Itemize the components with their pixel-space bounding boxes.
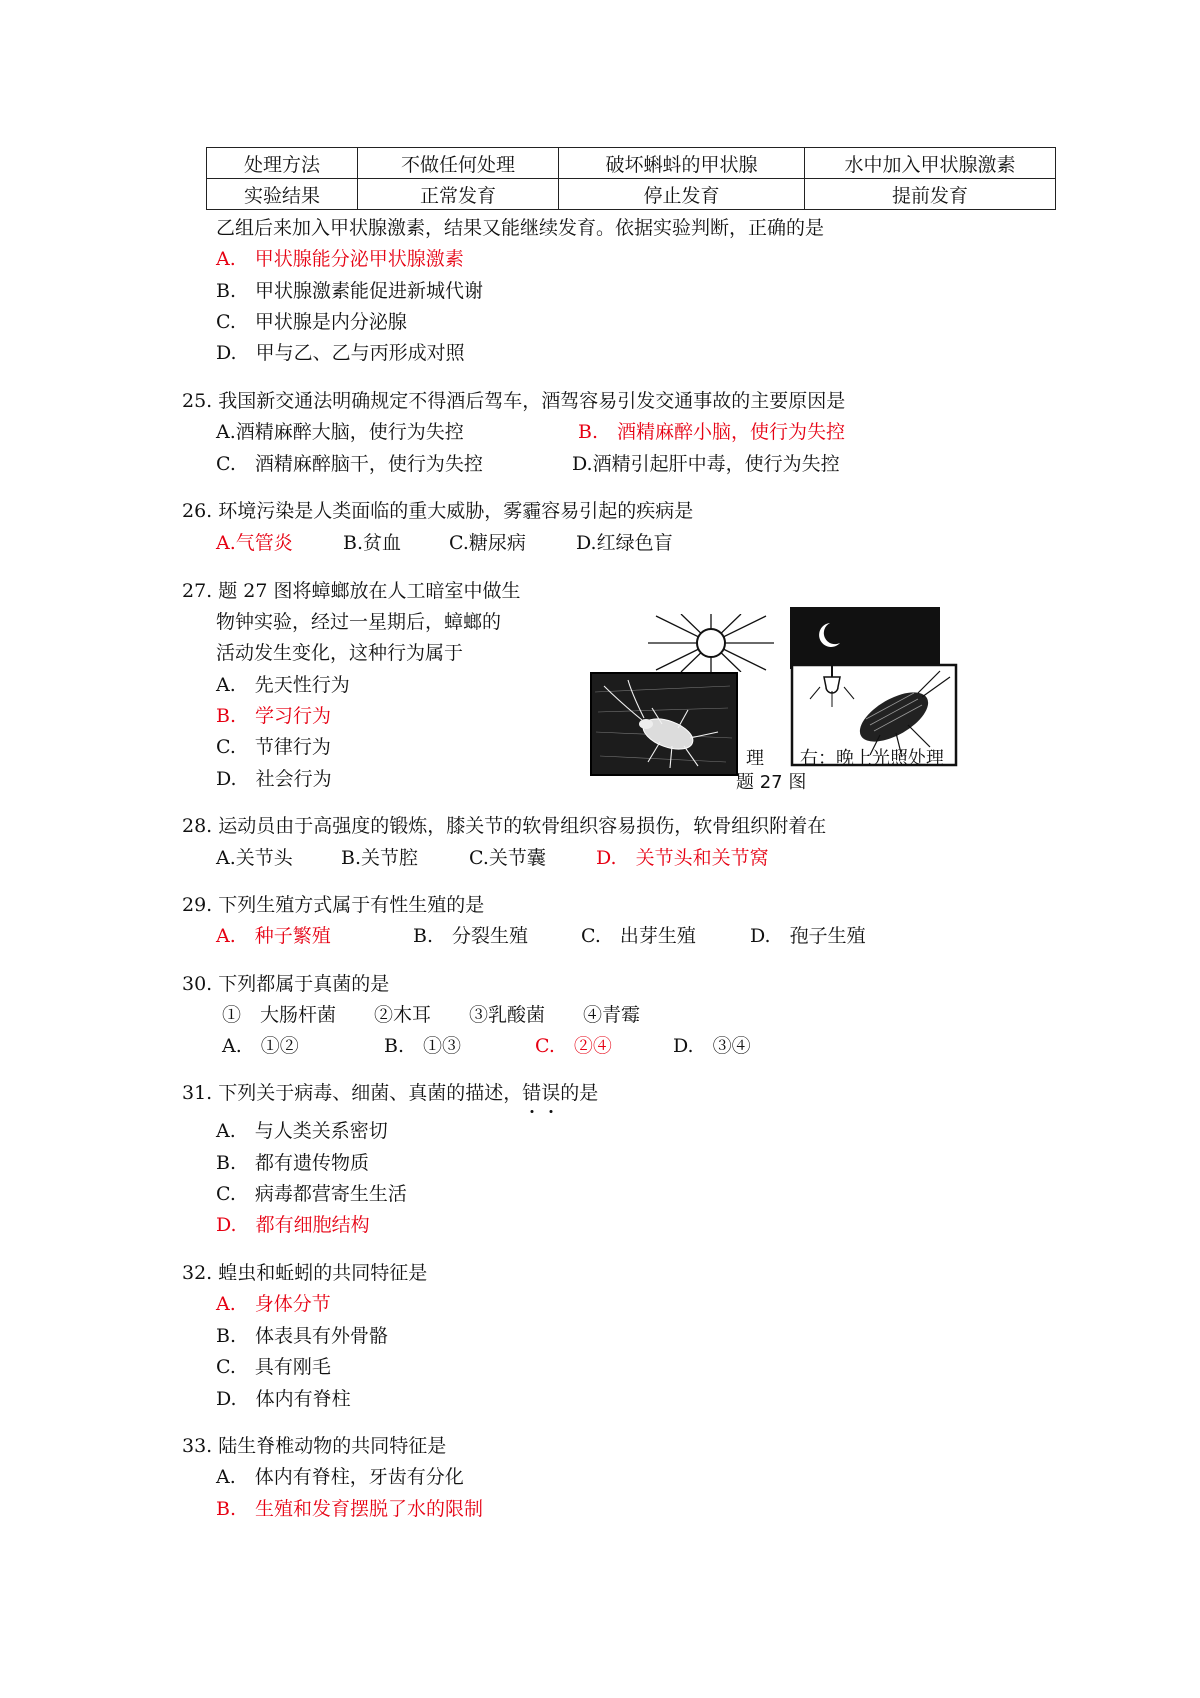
q27-option-d: D. 社会行为 [216,768,332,790]
q24-stem: 乙组后来加入甲状腺激素，结果又能继续发育。依据实验判断，正确的是 [216,217,825,239]
q26-option-c: C.糖尿病 [449,532,526,554]
q31-stem-post: 的是 [560,1082,599,1104]
q25-option-d: D.酒精引起肝中毒，使行为失控 [572,453,840,475]
q26-option-a: A.气管炎 [216,532,293,554]
q31-stem-emphasis-2: 误 [541,1082,561,1104]
q25-option-c: C. 酒精麻醉脑干，使行为失控 [216,453,483,475]
table-cell: 停止发育 [559,179,805,210]
experiment-table [206,147,1056,210]
q26-option-b: B.贫血 [343,532,402,554]
q33-option-a: A. 体内有脊柱，牙齿有分化 [216,1466,464,1488]
table-cell: 破坏蝌蚪的甲状腺 [559,148,805,179]
q30-option-c: C. ②④ [535,1035,612,1057]
table-cell: 提前发育 [805,179,1056,210]
q31-stem-emphasis-1: 错 [522,1082,542,1104]
q32-option-b: B. 体表具有外骨骼 [216,1325,389,1347]
q30-stem: 30. 下列都属于真菌的是 [182,973,390,995]
q33-stem: 33. 陆生脊椎动物的共同特征是 [182,1435,447,1457]
table-cell: 处理方法 [207,148,358,179]
table-row [207,179,1056,210]
q29-option-d: D. 孢子生殖 [750,925,866,947]
table-cell: 实验结果 [207,179,358,210]
q28-option-b: B.关节腔 [341,847,419,869]
figure-partial-label-right: 右：晚上光照处理 [800,748,944,769]
q26-stem: 26. 环境污染是人类面临的重大威胁，雾霾容易引起的疾病是 [182,500,694,522]
q31-stem-pre: 31. 下列关于病毒、细菌、真菌的描述， [182,1082,523,1104]
q27-option-c: C. 节律行为 [216,736,331,758]
q25-option-a: A.酒精麻醉大脑，使行为失控 [216,421,464,443]
q29-option-a: A. 种子繁殖 [216,925,331,947]
q28-option-c: C.关节囊 [469,847,546,869]
table-cell: 水中加入甲状腺激素 [805,148,1056,179]
q29-option-b: B. 分裂生殖 [413,925,529,947]
q27-option-b: B. 学习行为 [216,705,332,727]
table-row [207,148,1056,179]
figure-partial-label-left: 理 [746,748,764,769]
q32-option-c: C. 具有刚毛 [216,1356,331,1378]
q31-option-c: C. 病毒都营寄生生活 [216,1183,407,1205]
q30-option-d: D. ③④ [673,1035,751,1057]
q24-option-b: B. 甲状腺激素能促进新城代谢 [216,280,484,302]
cockroach-light-image [790,607,958,767]
q25-option-b: B. 酒精麻醉小脑，使行为失控 [578,421,846,443]
q31-stem [182,1080,598,1106]
q30-items: ① 大肠杆菌 ②木耳 ③乳酸菌 ④青霉 [222,1004,641,1026]
q27-option-a: A. 先天性行为 [216,674,350,696]
q31-option-a: A. 与人类关系密切 [216,1120,388,1142]
q27-stem-line1: 27. 题 27 图将蟑螂放在人工暗室中做生 [182,580,521,602]
q30-option-a: A. ①② [222,1035,299,1057]
figure-caption: 题 27 图 [736,772,807,793]
q25-stem: 25. 我国新交通法明确规定不得酒后驾车，酒驾容易引发交通事故的主要原因是 [182,390,846,412]
table-cell: 不做任何处理 [358,148,559,179]
q24-option-c: C. 甲状腺是内分泌腺 [216,311,407,333]
q24-option-a: A. 甲状腺能分泌甲状腺激素 [216,248,464,270]
q32-option-a: A. 身体分节 [216,1293,331,1315]
q33-option-b: B. 生殖和发育摆脱了水的限制 [216,1498,484,1520]
q26-option-d: D.红绿色盲 [576,532,673,554]
q32-option-d: D. 体内有脊柱 [216,1388,351,1410]
q29-stem: 29. 下列生殖方式属于有性生殖的是 [182,894,485,916]
q29-option-c: C. 出芽生殖 [581,925,696,947]
q31-option-b: B. 都有遗传物质 [216,1152,370,1174]
table-cell: 正常发育 [358,179,559,210]
q27-stem-line2: 物钟实验，经过一星期后，蟑螂的 [216,611,502,633]
q31-option-d: D. 都有细胞结构 [216,1214,370,1236]
cockroach-dark-image [590,672,738,776]
q27-stem-line3: 活动发生变化，这种行为属于 [216,642,464,664]
q32-stem: 32. 蝗虫和蚯蚓的共同特征是 [182,1262,428,1284]
q28-option-d: D. 关节头和关节窝 [596,847,769,869]
q28-stem: 28. 运动员由于高强度的锻炼，膝关节的软骨组织容易损伤，软骨组织附着在 [182,815,827,837]
q24-option-d: D. 甲与乙、乙与丙形成对照 [216,342,465,364]
q28-option-a: A.关节头 [216,847,293,869]
q30-option-b: B. ①③ [384,1035,462,1057]
sun-icon [646,614,776,672]
